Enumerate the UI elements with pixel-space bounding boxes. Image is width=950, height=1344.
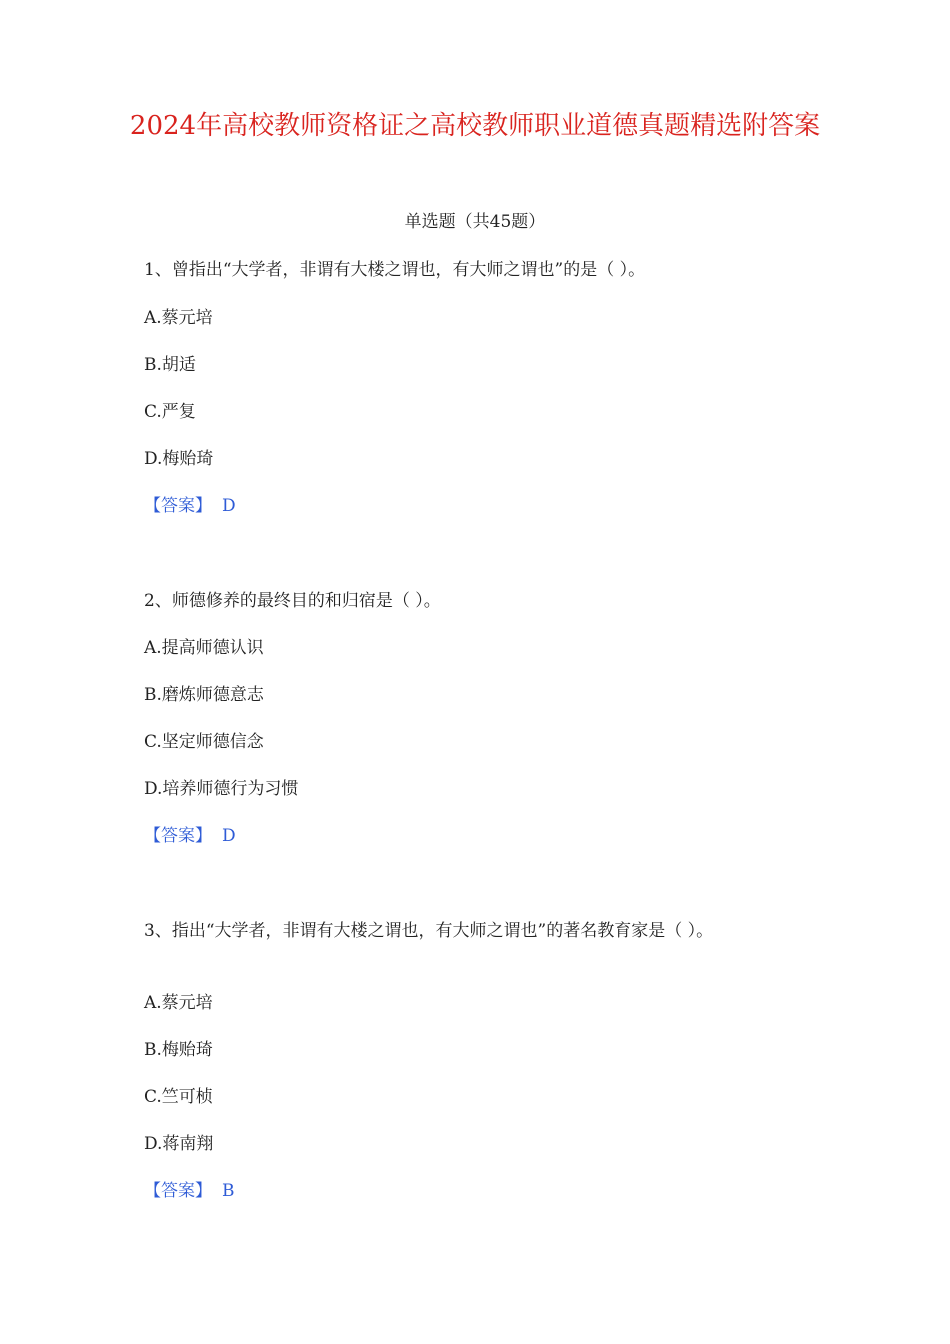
option-a: A.蔡元培 xyxy=(144,993,213,1013)
answer-line xyxy=(144,824,236,848)
option-d: D.蒋南翔 xyxy=(144,1134,214,1154)
question-stem: 1、曾指出“大学者，非谓有大楼之谓也，有大师之谓也”的是（ ）。 xyxy=(144,260,646,280)
question-stem: 2、师德修养的最终目的和归宿是（ ）。 xyxy=(144,591,441,611)
answer-tag: 【答案】 xyxy=(144,1181,212,1201)
answer-tag: 【答案】 xyxy=(144,826,212,846)
option-b: B.磨炼师德意志 xyxy=(144,685,264,705)
document-title: 2024年高校教师资格证之高校教师职业道德真题精选附答案 xyxy=(129,111,821,141)
answer-value: D xyxy=(222,496,236,516)
answer-value: D xyxy=(222,826,236,846)
option-c: C.竺可桢 xyxy=(144,1087,213,1107)
option-a: A.蔡元培 xyxy=(144,308,213,328)
option-a: A.提高师德认识 xyxy=(144,638,264,658)
option-b: B.梅贻琦 xyxy=(144,1040,213,1060)
option-c: C.坚定师德信念 xyxy=(144,732,264,752)
answer-line xyxy=(144,494,236,518)
option-b: B.胡适 xyxy=(144,355,196,375)
answer-line xyxy=(144,1179,235,1203)
option-d: D.梅贻琦 xyxy=(144,449,214,469)
answer-value: B xyxy=(222,1181,235,1201)
option-c: C.严复 xyxy=(144,402,196,422)
answer-tag: 【答案】 xyxy=(144,496,212,516)
section-title: 单选题（共45题） xyxy=(404,212,546,232)
option-d: D.培养师德行为习惯 xyxy=(144,779,299,799)
question-stem: 3、指出“大学者，非谓有大楼之谓也，有大师之谓也”的著名教育家是（ ）。 xyxy=(144,921,714,941)
